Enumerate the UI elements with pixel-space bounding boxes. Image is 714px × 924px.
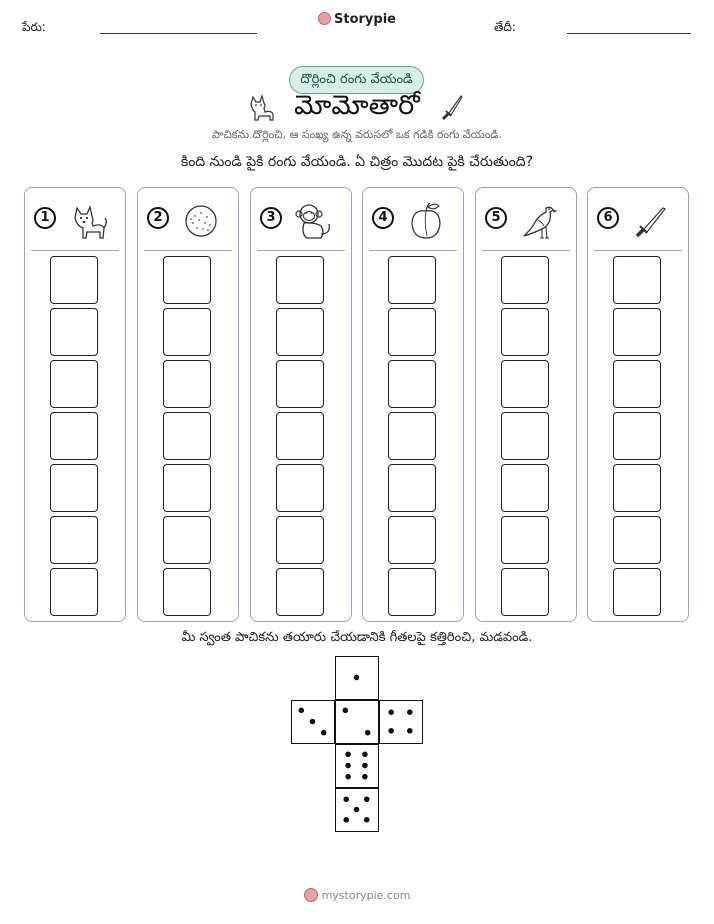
color-box[interactable] bbox=[50, 360, 98, 408]
color-box[interactable] bbox=[501, 412, 549, 460]
dog-icon bbox=[67, 200, 109, 242]
rice-cake-icon bbox=[180, 200, 222, 242]
color-box[interactable] bbox=[501, 568, 549, 616]
color-box[interactable] bbox=[163, 568, 211, 616]
color-box[interactable] bbox=[163, 308, 211, 356]
color-box[interactable] bbox=[501, 516, 549, 564]
color-box[interactable] bbox=[613, 360, 661, 408]
title-sword-icon bbox=[439, 92, 465, 122]
color-box[interactable] bbox=[613, 516, 661, 564]
cut-instruction: మీ స్వంత పాచికను తయారు చేయడానికి గీతలపై కత్తిరించి, మడవండి. bbox=[181, 630, 533, 645]
color-box[interactable] bbox=[276, 360, 324, 408]
column-number: 4 bbox=[372, 207, 394, 229]
column-divider bbox=[482, 250, 570, 251]
column-divider bbox=[594, 250, 682, 251]
footer-url[interactable]: mystorypie.com bbox=[321, 889, 411, 902]
storypie-logo-icon bbox=[318, 12, 331, 25]
monkey-icon bbox=[293, 200, 335, 242]
brand-name: Storypie bbox=[334, 12, 396, 27]
color-box[interactable] bbox=[388, 412, 436, 460]
die-face-5 bbox=[335, 788, 379, 832]
color-box[interactable] bbox=[163, 516, 211, 564]
date-label: తేదీ: bbox=[494, 20, 516, 34]
column-5 bbox=[475, 187, 577, 622]
color-box[interactable] bbox=[613, 568, 661, 616]
pheasant-icon bbox=[518, 200, 560, 242]
column-6 bbox=[587, 187, 689, 622]
column-number: 2 bbox=[147, 207, 169, 229]
column-number: 5 bbox=[485, 207, 507, 229]
name-line bbox=[100, 33, 257, 34]
color-box[interactable] bbox=[276, 464, 324, 512]
storypie-logo-icon bbox=[304, 888, 318, 902]
color-box[interactable] bbox=[501, 464, 549, 512]
die-face-1 bbox=[335, 656, 379, 700]
color-box[interactable] bbox=[613, 412, 661, 460]
color-box[interactable] bbox=[388, 516, 436, 564]
color-box[interactable] bbox=[276, 308, 324, 356]
column-divider bbox=[257, 250, 345, 251]
color-box[interactable] bbox=[613, 464, 661, 512]
column-2 bbox=[137, 187, 239, 622]
color-box[interactable] bbox=[388, 464, 436, 512]
activity-badge: దొర్లించి రంగు వేయండి bbox=[289, 66, 424, 94]
color-box[interactable] bbox=[276, 516, 324, 564]
sword-icon bbox=[630, 200, 672, 242]
color-box[interactable] bbox=[50, 256, 98, 304]
color-box[interactable] bbox=[501, 256, 549, 304]
brand-logo bbox=[0, 12, 714, 27]
subtitle: పాచికను దొర్లించి, ఆ సంఖ్య ఉన్న వరుసలో ఒక గడికి రంగు వేయండి. bbox=[212, 128, 502, 141]
color-box[interactable] bbox=[50, 568, 98, 616]
color-box[interactable] bbox=[50, 412, 98, 460]
column-3 bbox=[250, 187, 352, 622]
color-box[interactable] bbox=[276, 568, 324, 616]
color-box[interactable] bbox=[501, 360, 549, 408]
page-title: మోమోతారో bbox=[294, 90, 420, 121]
die-face-2 bbox=[335, 700, 379, 744]
column-divider bbox=[369, 250, 457, 251]
name-label: పేరు: bbox=[22, 20, 46, 34]
color-box[interactable] bbox=[50, 464, 98, 512]
column-number: 3 bbox=[260, 207, 282, 229]
column-number: 6 bbox=[597, 207, 619, 229]
column-4 bbox=[362, 187, 464, 622]
die-face-6 bbox=[335, 744, 379, 788]
column-divider bbox=[31, 250, 119, 251]
color-box[interactable] bbox=[388, 360, 436, 408]
color-box[interactable] bbox=[501, 308, 549, 356]
column-divider bbox=[144, 250, 232, 251]
color-box[interactable] bbox=[163, 256, 211, 304]
color-box[interactable] bbox=[163, 464, 211, 512]
color-box[interactable] bbox=[613, 256, 661, 304]
color-box[interactable] bbox=[388, 568, 436, 616]
color-box[interactable] bbox=[163, 412, 211, 460]
die-face-3 bbox=[291, 700, 335, 744]
die-face-4 bbox=[379, 700, 423, 744]
color-box[interactable] bbox=[388, 256, 436, 304]
column-number: 1 bbox=[34, 207, 56, 229]
column-1 bbox=[24, 187, 126, 622]
color-box[interactable] bbox=[388, 308, 436, 356]
instruction: కింది నుండి పైకి రంగు వేయండి. ఏ చిత్రం మొదట పైకి చేరుతుంది? bbox=[180, 154, 534, 170]
footer bbox=[0, 888, 714, 902]
peach-icon bbox=[405, 200, 447, 242]
date-line bbox=[567, 33, 691, 34]
color-box[interactable] bbox=[50, 308, 98, 356]
color-box[interactable] bbox=[276, 256, 324, 304]
color-box[interactable] bbox=[50, 516, 98, 564]
color-box[interactable] bbox=[613, 308, 661, 356]
color-box[interactable] bbox=[276, 412, 324, 460]
color-box[interactable] bbox=[163, 360, 211, 408]
